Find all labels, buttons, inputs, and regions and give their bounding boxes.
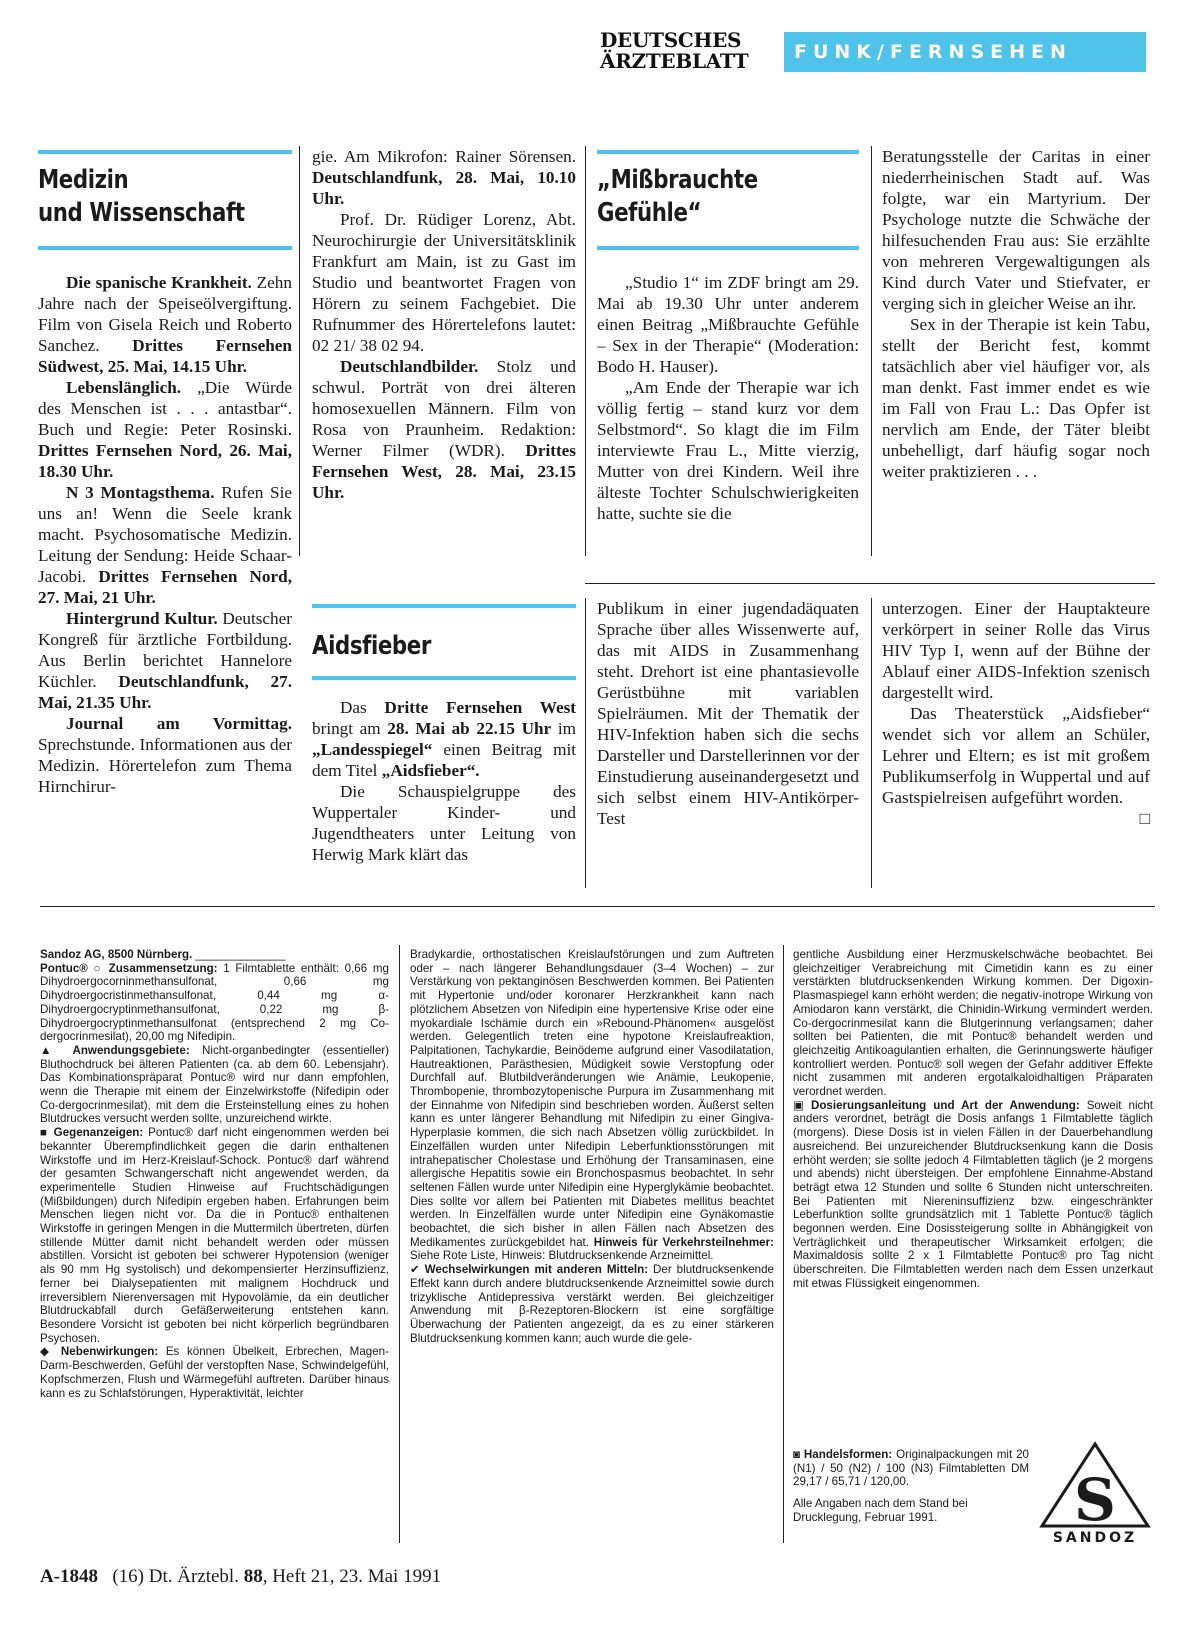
- article-column: [38, 272, 292, 797]
- headline-rule-bottom: [597, 246, 859, 250]
- ad-column: [793, 948, 1153, 1291]
- headline-aidsfieber: Aidsfieber: [312, 631, 431, 661]
- article-column: [312, 697, 576, 865]
- paragraph: Deutschlandbilder. Stolz und schwul. Porträt von drei älteren homosexuellen Männern. Film von Rosa von Praunheim. Redaktion: Werner Filmer (WDR). Drittes Fernsehen West, 28. Mai, 23.15 Uhr.: [312, 357, 576, 502]
- ad-stand: Alle Angaben nach dem Stand bei Drucklegung, Februar 1991.: [793, 1497, 968, 1524]
- ad-paragraph: Pontuc® ○ Zusammensetzung: 1 Filmtablette enthält: 0,66 mg Dihydroergocorninmethansulfonat, 0,66 mg Dihydroergocristinmethansulfonat, 0,44 mg α-Dihydroergocryptinmethansulfonat, 0,22 mg β-Dihydroergocryptinmethansulfonat (entsprechend 2 mg Co-dergocrinmesilat), 20,00 mg Nifedipin.: [40, 961, 389, 1044]
- paragraph: „Am Ende der Therapie war ich völlig fertig – stand kurz vor dem Selbstmord“. So klagt die im Film interviewte Frau L., Mitte vierzig, Mutter von drei Kindern. Weil ihre älteste Tochter Schulschwierigkeiten hatte, suchte sie die: [597, 378, 859, 523]
- paragraph: N 3 Montagsthema. Rufen Sie uns an! Wenn die Seele krank macht. Psychosomatische Medizin. Leitung der Sendung: Heide Schaar-Jacobi. Drittes Fernsehen Nord, 27. Mai, 21 Uhr.: [38, 483, 292, 607]
- sandoz-logo-text: SANDOZ: [1052, 1530, 1138, 1546]
- headline-missbrauchte-gefuehle: „Mißbrauchte Gefühle“: [597, 165, 758, 228]
- sandoz-logo: [1036, 1440, 1154, 1546]
- paragraph: unterzogen. Einer der Hauptakteure verkörpert in seiner Rolle das Virus HIV Typ I, wenn auf der Bühne der Ablauf einer AIDS-Infektion szenisch dargestellt wird.: [882, 599, 1150, 702]
- article-column: [597, 598, 859, 829]
- ad-column: [410, 948, 774, 1345]
- column-divider: [783, 945, 784, 1543]
- ad-paragraph: gentliche Ausbildung einer Herzmuskelschwäche beobachtet. Bei gleichzeitiger Verabreichung mit Cimetidin kann es zu einer verstärkten blutdrucksenkenden Wirkung kommen. Der Digoxin-Plasmaspiegel kann erhöht werden; die negativ-inotrope Wirkung von Amiodaron kann verstärkt, die Chinidin-Wirkung vermindert werden. Co-dergocrinmesilat kann die Blutgerinnung verlangsamen; daher sollten bei Patienten, die mit Pontuc® behandelt werden und gleichzeitig Antikoagulantien erhalten, die Gerinnungswerte häufiger kontrolliert werden. Pontuc® soll wegen der Gefahr additiver Effekte nicht zusammen mit anderen ergotalkaloidhaltigen Präparaten verordnet werden.: [793, 948, 1153, 1099]
- paragraph: Sex in der Therapie ist kein Tabu, stellt der Bericht fest, kommt tatsächlich aber viel häufiger vor, als man denkt. Fast immer endet es wie im Fall von Frau L.: Das Opfer ist nervlich am Ende, der Täter bleibt unbehelligt, darf häufig sogar noch weiter praktizieren . . .: [882, 315, 1150, 481]
- headline-rule-bottom: [312, 676, 576, 680]
- column-divider: [871, 146, 872, 556]
- ad-handelsformen: ◙ Handelsformen: Originalpackungen mit 20 (N1) / 50 (N2) / 100 (N3) Filmtabletten DM 29,17 / 65,71 / 120,00. Alle Angaben nach dem Stand bei Drucklegung, Februar 1991.: [793, 1448, 1029, 1524]
- journal-logo-line1: DEUTSCHES: [600, 28, 742, 52]
- headline-rule-top: [38, 150, 292, 154]
- paragraph: Hintergrund Kultur. Deutscher Kongreß für ärztliche Fortbildung. Aus Berlin berichtet Hannelore Küchler. Deutschlandfunk, 27. Mai, 21.35 Uhr.: [38, 609, 292, 712]
- journal-logo-line2: ÄRZTEBLATT: [600, 49, 749, 73]
- sandoz-logo-letter: S: [1074, 1466, 1116, 1534]
- ad-paragraph: ✔ Wechselwirkungen mit anderen Mitteln: Der blutdrucksenkende Effekt kann durch andere blutdrucksenkende Arzneimittel sowie durch trizyklische Antidepressiva verstärkt werden. Bei gleichzeitiger Anwendung mit β-Rezeptoren-Blockern ist eine sorgfältige Überwachung der Patienten angezeigt, da es zu einer stärkeren Blutdrucksenkung kommen kann; auch wurde die gele-: [410, 1263, 775, 1345]
- headline-rule-top: [312, 604, 576, 608]
- paragraph: Journal am Vormittag. Sprechstunde. Informationen aus der Medizin. Hörertelefon zum Thema Hirnchirur-: [38, 714, 292, 796]
- article-column: [597, 272, 859, 524]
- section-banner: FUNK/FERNSEHEN: [784, 32, 1146, 72]
- headline-rule-bottom: [38, 246, 292, 250]
- column-divider: [399, 945, 400, 1543]
- journal-logo: [600, 30, 770, 72]
- headline-medizin: Medizin und Wissenschaft: [38, 165, 245, 228]
- headline-rule-top: [597, 150, 859, 154]
- section-divider: [40, 906, 1155, 907]
- paragraph: Prof. Dr. Rüdiger Lorenz, Abt. Neurochirurgie der Universitätsklinik Frankfurt am Main, ist zu Gast im Studio und beantwortet Fragen von Hörern zu seinem Fachgebiet. Die Rufnummer des Hörertelefons lautet: 02 21/ 38 02 94.: [312, 210, 576, 355]
- paragraph: Das Theaterstück „Aidsfieber“ wendet sich vor allem an Schüler, Lehrer und Eltern; es ist mit großem Publikumserfolg in Wuppertal und auf Gastspielreisen aufgeführt worden. □: [882, 704, 1150, 828]
- ad-paragraph: ■ Gegenanzeigen: Pontuc® darf nicht eingenommen werden bei bekannter Überempfindlichkeit gegen die darin enthaltenen Wirkstoffe und im Herz-Kreislauf-Schock. Pontuc® darf während der gesamten Schwangerschaft nicht angewendet werden, da experimentelle Studien Hinweise auf Fruchtschädigungen (Mißbildungen) durch Nifedipin ergeben haben. Erfahrungen beim Menschen liegen nicht vor. Da die in Pontuc® enthaltenen Wirkstoffe in geringen Mengen in die Muttermilch übertreten, dürfen stillende Mütter damit nicht behandelt werden oder müssen abstillen. Vorsicht ist geboten bei schwerer Hypotension (weniger als 90 mm Hg systolisch) und dekompensierter Herzinsuffizienz, ferner bei Dialysepatienten mit malignem Hochdruck und irreversiblem Nierenversagen mit Hypovolämie, da ein deutlicher Blutdruckabfall durch Gefäßerweiterung entstehen kann. Besondere Vorsicht ist geboten bei nicht körperlich begründbaren Psychosen.: [40, 1126, 389, 1345]
- paragraph: Das Dritte Fernsehen West bringt am 28. Mai ab 22.15 Uhr im „Landesspiegel“ einen Beitrag mit dem Titel „Aidsfieber“.: [312, 698, 576, 780]
- article-column: [312, 146, 576, 503]
- page-number: A-1848: [40, 1566, 99, 1587]
- paragraph: Lebenslänglich. „Die Würde des Menschen ist . . . antastbar“. Buch und Regie: Peter Rosinski. Drittes Fernsehen Nord, 26. Mai, 18.30 Uhr.: [38, 378, 292, 481]
- ad-paragraph: Bradykardie, orthostatischen Kreislaufstörungen und zum Auftreten oder – nach längerer Behandlungsdauer (3–4 Wochen) – zur Verstärkung von pektanginösen Beschwerden kommen. Bei Patienten mit Hypertonie und/oder koronarer Herzkrankheit kann nach plötzlichem Absetzen von Nifedipin eine hypertensive Krise oder eine myokardiale Ischämie durch ein »Rebound-Phänomen« ausgelöst werden. Gelegentlich treten eine hypotone Kreislaufreaktion, Palpitationen, Tachykardie, Beinödeme aufgrund einer Vasodilatation, Hautreaktionen, Parästhesien, Müdigkeit sowie Verstopfung oder Durchfall auf. Blutbildveränderungen wie Anämie, Leukopenie, Thrombopenie, thrombozytopenische Purpura im Zusammenhang mit der Einnahme von Nifedipin sind beschrieben worden. Äußerst selten kann es unter längerer Behandlung mit Nifedipin zu einer Gingiva-Hyperplasie kommen, die sich nach Absetzen völlig zurückbildet. In Einzelfällen wurden unter Nifedipin Leberfunktionsstörungen mit intrahepatischer Cholestase und Erhöhung der Transaminasen, eine allergische Hepatitis sowie ein Bronchospasmus beobachtet. In sehr seltenen Fällen wurde unter Nifedipin eine Hyperglykämie beobachtet. Dies sollte vor allem bei Patienten mit Diabetes mellitus beachtet werden. In Einzelfällen wurde unter Nifedipin eine Gynäkomastie beobachtet, die sich bisher in allen Fällen nach Absetzen des Medikamentes zurückgebildet hat. Hinweis für Verkehrsteilnehmer: Siehe Rote Liste, Hinweis: Blutdrucksenkende Arzneimittel.: [410, 948, 774, 1263]
- ad-paragraph: ◆ Nebenwirkungen: Es können Übelkeit, Erbrechen, Magen-Darm-Beschwerden, Gefühl der verstopften Nase, Schwindelgefühl, Kopfschmerzen, Flush und Wärmegefühl auftreten. Darüber hinaus kann es zu Schlafstörungen, Hyperaktivität, leichter: [40, 1345, 389, 1400]
- article-column: [882, 598, 1150, 829]
- paragraph: Publikum in einer jugendadäquaten Sprache über alles Wissenwerte auf, das mit AIDS in Zusammenhang steht. Drehort ist eine phantasievolle Gerüstbühne mit variablen Spielräumen. Mit der Thematik der HIV-Infektion haben sich die sechs Darsteller und Darstellerinnen vor der Einstudierung auseinandergesetzt und sich selbst einem HIV-Antikörper-Test: [597, 599, 859, 828]
- end-mark: □: [1139, 809, 1150, 828]
- article-column: [882, 146, 1150, 482]
- column-divider: [585, 146, 586, 556]
- page-footer: A-1848 (16) Dt. Ärztebl. 88, Heft 21, 23. Mai 1991: [40, 1566, 442, 1587]
- ad-paragraph: ▲ Anwendungsgebiete: Nicht-organbedingter (essentieller) Bluthochdruck bei älteren Patienten (ca. ab dem 60. Lebensjahr). Das Kombinationspräparat Pontuc® wird nur dann empfohlen, wenn die Therapie mit einem der Einzelwirkstoffe (Nifedipin oder Co-dergocrinmesilat), mit dem die Ersteinstellung eines zu hohen Blutdruckes versucht werden sollte, unzureichend wirkte.: [40, 1043, 389, 1126]
- column-divider: [871, 598, 872, 888]
- ad-paragraph: ▣ Dosierungsanleitung und Art der Anwendung: Soweit nicht anders verordnet, beträgt die Dosis anfangs 1 Filmtablette täglich (morgens). Diese Dosis ist in vielen Fällen in der Dauerbehandlung ausreichend. Bei unzureichender Blutdrucksenkung kann die Dosis erhöht werden; sie sollte jedoch 4 Filmtabletten täglich (je 2 morgens und abends) nicht übersteigen. Der empfohlene Einnahme-Abstand beträgt etwa 12 Stunden und sollte 6 Stunden nicht unterschreiten. Bei Patienten mit Niereninsuffizienz bzw. eingeschränkter Leberfunktion sollte grundsätzlich mit 1 Tablette Pontuc® täglich begonnen werden. Eine Dosissteigerung sollte in Abhängigkeit von Verträglichkeit und therapeutischer Wirksamkeit erfolgen; die Maximaldosis sollte 2 x 1 Filmtablette Pontuc® pro Tag nicht überschreiten. Die Filmtabletten werden nach dem Essen unzerkaut mit etwas Flüssigkeit eingenommen.: [793, 1098, 1153, 1290]
- section-divider: [585, 583, 1155, 584]
- ad-paragraph: Sandoz AG, 8500 Nürnberg. ______________: [40, 948, 286, 961]
- paragraph: gie. Am Mikrofon: Rainer Sörensen. Deutschlandfunk, 28. Mai, 10.10 Uhr.: [312, 147, 576, 208]
- column-divider: [299, 146, 300, 556]
- column-divider: [585, 598, 586, 888]
- ad-column: [40, 948, 389, 1400]
- paragraph: „Studio 1“ im ZDF bringt am 29. Mai ab 19.30 Uhr unter anderem einen Beitrag „Mißbrauchte Gefühle – Sex in der Therapie“ (Moderation: Bodo H. Hauser).: [597, 273, 859, 376]
- paragraph: Die Schauspielgruppe des Wuppertaler Kinder- und Jugendtheaters unter Leitung von Herwig Mark klärt das: [312, 782, 576, 864]
- paragraph: Die spanische Krankheit. Zehn Jahre nach der Speiseölvergiftung. Film von Gisela Reich und Roberto Sanchez. Drittes Fernsehen Südwest, 25. Mai, 14.15 Uhr.: [38, 273, 292, 376]
- paragraph: Beratungsstelle der Caritas in einer niederrheinischen Stadt auf. Was folgte, war ein Martyrium. Der Psychologe nutzte die Schwäche der hilfesuchenden Frau aus: Sie erzählte von mehreren Vergewaltigungen als Kind durch Vater und Stiefvater, er verging sich in gleicher Weise an ihr.: [882, 147, 1150, 313]
